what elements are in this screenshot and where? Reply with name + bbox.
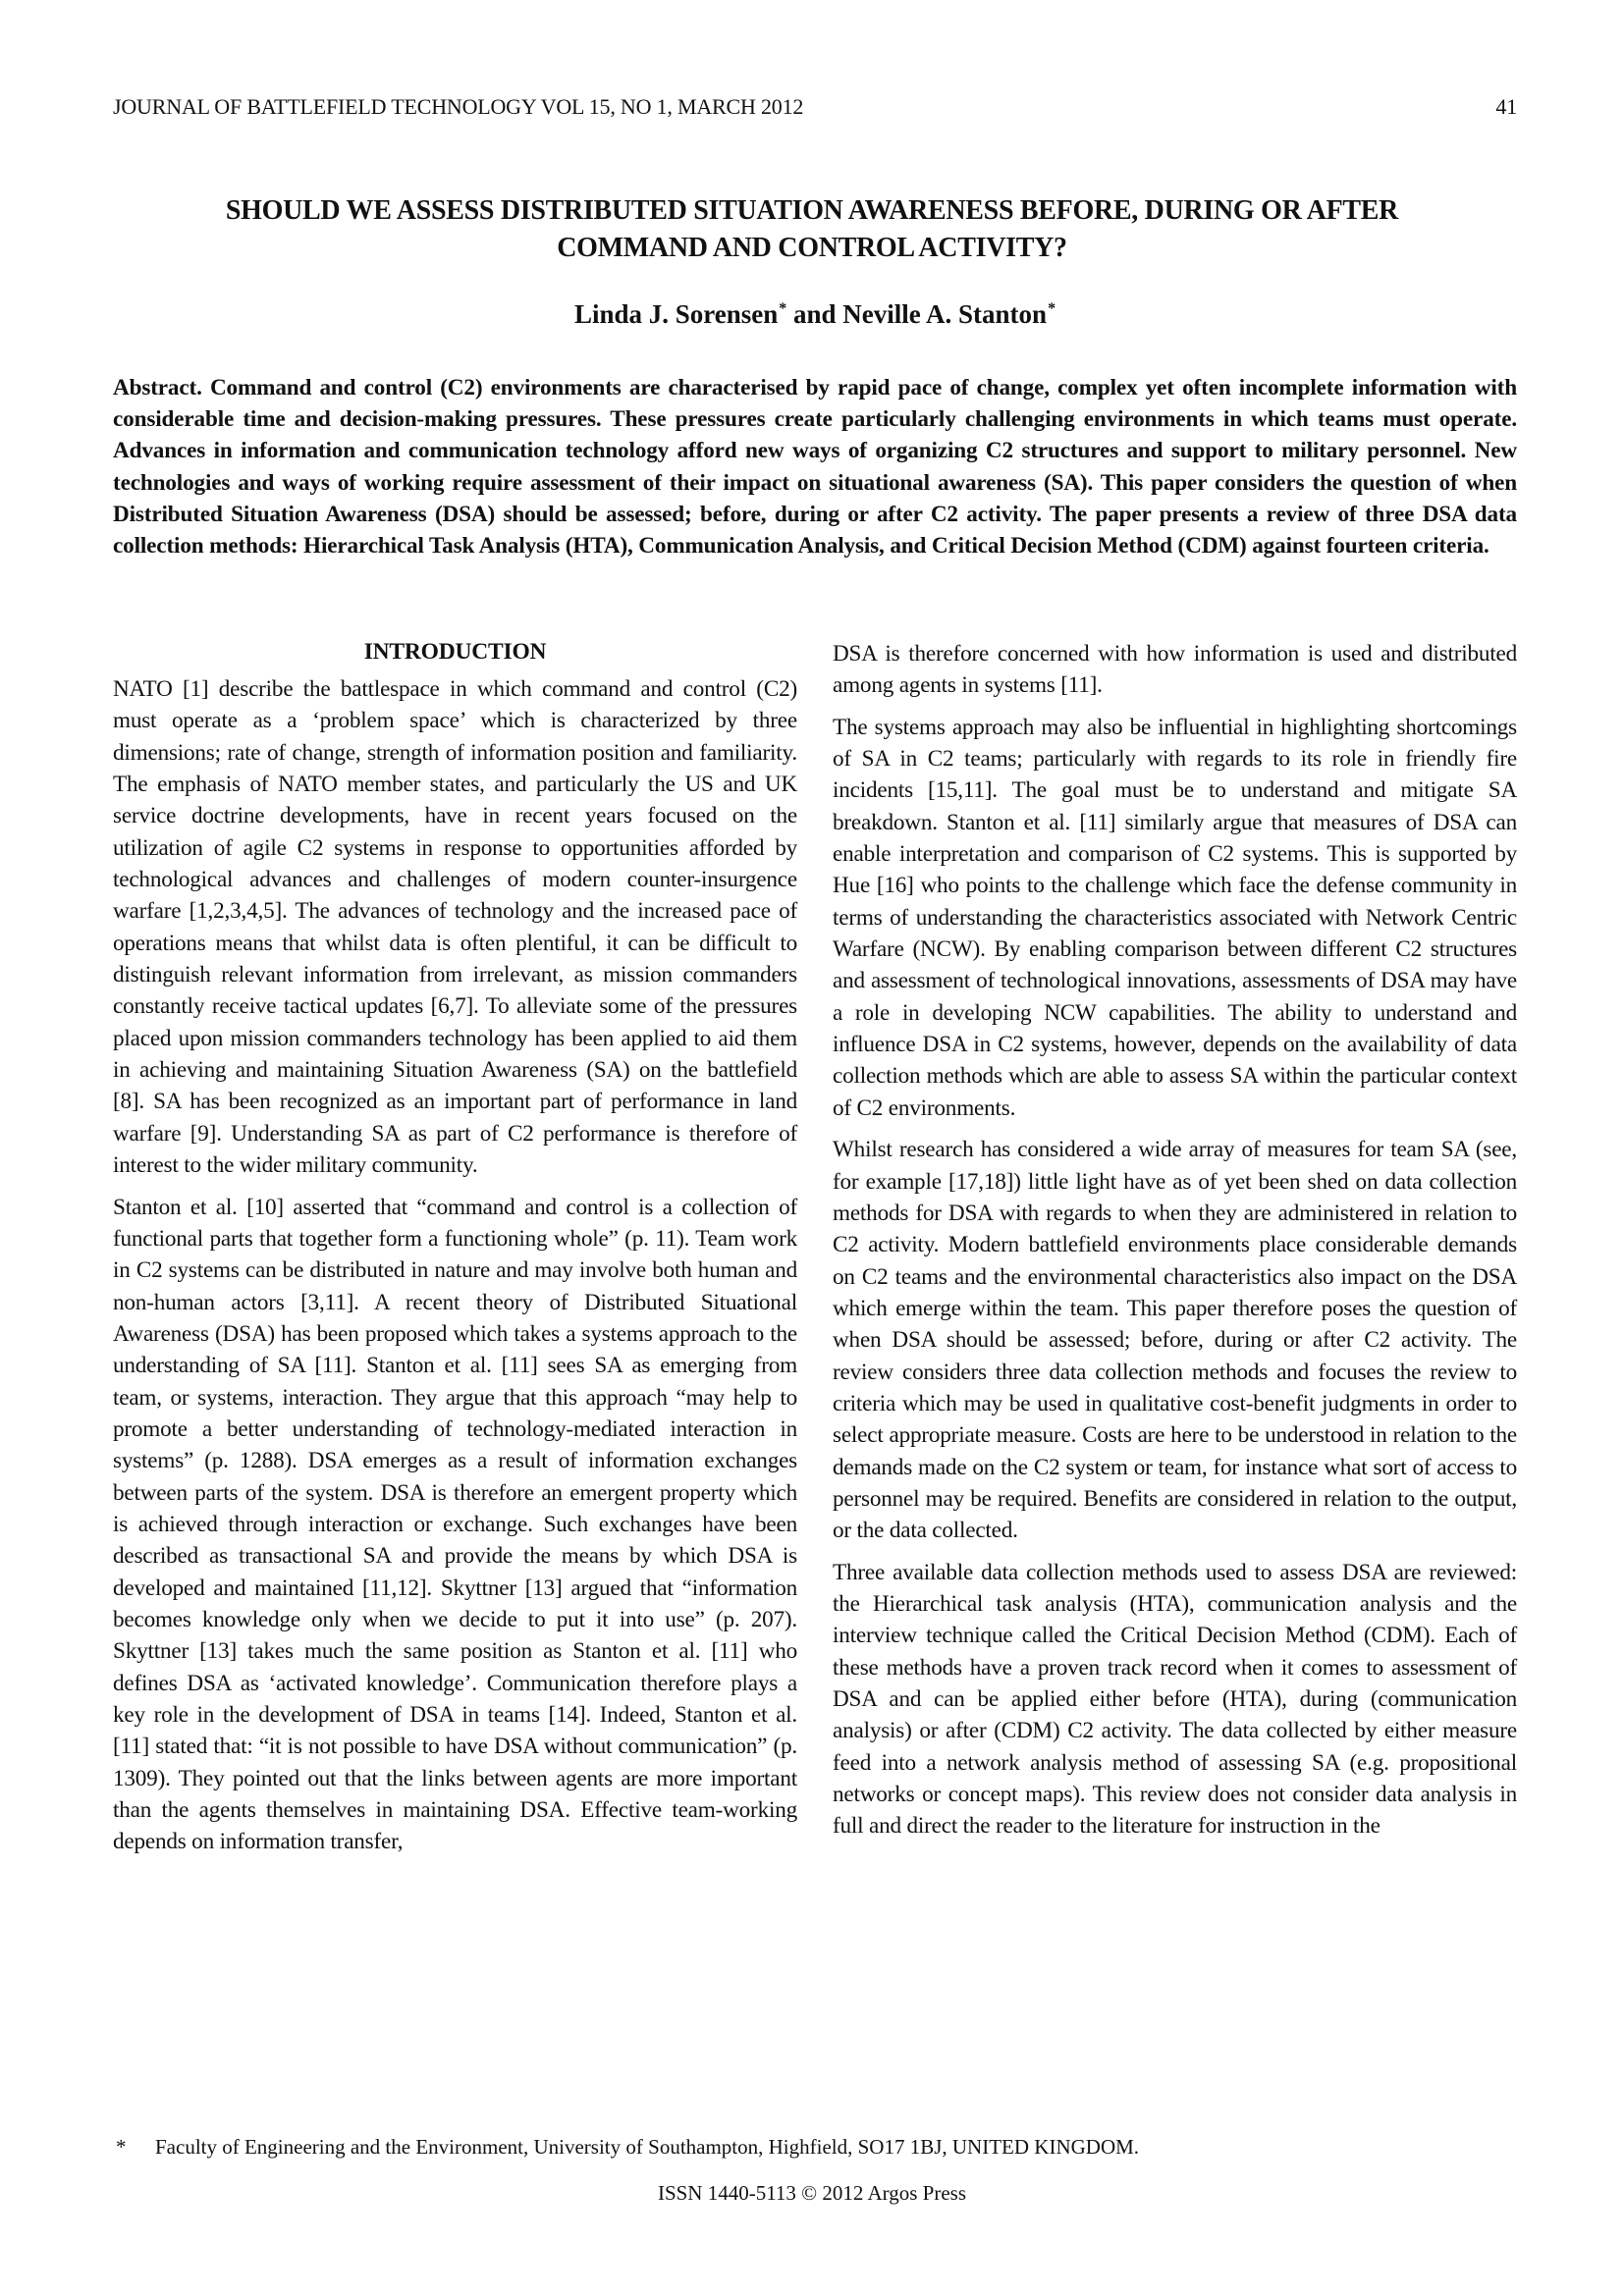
paper-title: SHOULD WE ASSESS DISTRIBUTED SITUATION AWARENESS BEFORE, DURING OR AFTER COMMAND AND CONTROL ACTIVITY? <box>225 195 1399 263</box>
page-number: 41 <box>1495 94 1517 119</box>
author-line <box>113 299 1517 330</box>
body-paragraph: DSA is therefore concerned with how information is used and distributed among agents in systems [11]. <box>833 641 1517 699</box>
footnote-mark: * <box>116 2135 127 2159</box>
issn-footer: ISSN 1440-5113 © 2012 Argos Press <box>657 2181 967 2205</box>
abstract: Abstract. Command and control (C2) environments are characterised by rapid pace of change, complex yet often incomplete information with considerable time and decision-making pressures. These pressures create particularly challenging environments in which teams must operate. Advances in information and communication technology afford new ways of organizing C2 structures and support to military personnel. New technologies and ways of working require assessment of their impact on situational awareness (SA). This paper considers the question of when Distributed Situation Awareness (DSA) should be assessed; before, during or after C2 activity. The paper presents a review of three DSA data collection methods: Hierarchical Task Analysis (HTA), Communication Analysis, and Critical Decision Method (CDM) against fourteen criteria. <box>113 375 1517 560</box>
affiliation-mark: * <box>1048 300 1056 317</box>
body-paragraph: The systems approach may also be influential in highlighting shortcomings of SA in C2 teams; particularly with regards to its role in friendly fire incidents [15,11]. The goal must be to understand and mitigate SA breakdown. Stanton et al. [11] similarly argue that measures of DSA can enable interpretation and comparison of C2 systems. This is supported by Hue [16] who points to the challenge which face the defense community in terms of understanding the characteristics associated with Network Centric Warfare (NCW). By enabling comparison between different C2 structures and assessment of technological innovations, assessments of DSA may have a role in developing NCW capabilities. The ability to understand and influence DSA in C2 systems, however, depends on the availability of data collection methods which are able to assess SA within the particular context of C2 environments. <box>833 714 1517 1121</box>
author-name: Linda J. Sorensen <box>573 299 779 329</box>
running-header <box>113 94 1517 120</box>
footnote-text: Faculty of Engineering and the Environment, University of Southampton, Highfield, SO17 1BJ, UNITED KINGDOM. <box>155 2135 1140 2159</box>
affiliation-footnote <box>116 2135 1520 2160</box>
body-paragraph: Whilst research has considered a wide array of measures for team SA (see, for example [17,18]) little light have as of yet been shed on data collection methods for DSA with regards to when they are administered in relation to C2 activity. Modern battlefield environments place considerable demands on C2 teams and the environmental characteristics also impact on the DSA which emerge within the team. This paper therefore poses the question of when DSA should be assessed; before, during or after C2 activity. The review considers three data collection methods and focuses the review to criteria which may be used in qualitative cost-benefit judgments in order to select appropriate measure. Costs are here to be understood in relation to the demands made on the C2 system or team, for instance what sort of access to personnel may be required. Benefits are considered in relation to the output, or the data collected. <box>833 1137 1517 1544</box>
author-connector: and <box>786 299 843 329</box>
affiliation-mark: * <box>779 300 787 317</box>
body-paragraph: Three available data collection methods used to assess DSA are reviewed: the Hierarchical task analysis (HTA), communication analysis and the interview technique called the Critical Decision Method (CDM). Each of these methods have a proven track record when it comes to assessment of DSA and can be applied either before (HTA), during (communication analysis) or after (CDM) C2 activity. The data collected by either measure feed into a network analysis method of assessing SA (e.g. propositional networks or concept maps). This review does not consider data analysis in full and direct the reader to the literature for instruction in the <box>833 1559 1517 1840</box>
right-column <box>833 638 1517 1852</box>
section-heading-introduction: INTRODUCTION <box>363 639 547 665</box>
body-paragraph: NATO [1] describe the battlespace in which command and control (C2) must operate as a ‘problem space’ which is characterized by three dimensions; rate of change, strength of information position and familiarity. The emphasis of NATO member states, and particularly the US and UK service doctrine developments, have in recent years focused on the utilization of agile C2 systems in response to opportunities afforded by technological advances and challenges of modern counter-insurgence warfare [1,2,3,4,5]. The advances of technology and the increased pace of operations means that whilst data is often plentiful, it can be difficult to distinguish relevant information from irrelevant, as mission commanders constantly receive tactical updates [6,7]. To alleviate some of the pressures placed upon mission commanders technology has been applied to aid them in achieving and maintaining Situation Awareness (SA) on the battlefield [8]. SA has been recognized as an important part of performance in land warfare [9]. Understanding SA as part of C2 performance is therefore of interest to the wider military community. <box>113 676 797 1179</box>
journal-name: JOURNAL OF BATTLEFIELD TECHNOLOGY VOL 15, NO 1, MARCH 2012 <box>113 94 804 119</box>
author-name: Neville A. Stanton <box>842 299 1048 329</box>
left-column <box>113 636 797 1868</box>
body-paragraph: Stanton et al. [10] asserted that “command and control is a collection of functional parts that together form a functioning whole” (p. 11). Team work in C2 systems can be distributed in nature and may involve both human and non-human actors [3,11]. A recent theory of Distributed Situational Awareness (DSA) has been proposed which takes a systems approach to the understanding of SA [11]. Stanton et al. [11] sees SA as emerging from team, or systems, interaction. They argue that this approach “may help to promote a better understanding of technology-mediated interaction in systems” (p. 1288). DSA emerges as a result of information exchanges between parts of the system. DSA is therefore an emergent property which is achieved through interaction or exchange. Such exchanges have been described as transactional SA and provide the means by which DSA is developed and maintained [11,12]. Skyttner [13] argued that “information becomes knowledge only when we decide to put it into use” (p. 207). Skyttner [13] takes much the same position as Stanton et al. [11] who defines DSA as ‘activated knowledge’. Communication therefore plays a key role in the development of DSA in teams [14]. Indeed, Stanton et al. [11] stated that: “it is not possible to have DSA without communication” (p. 1309). They pointed out that the links between agents are more important than the agents themselves in maintaining DSA. Effective team-working depends on information transfer, <box>113 1194 797 1855</box>
